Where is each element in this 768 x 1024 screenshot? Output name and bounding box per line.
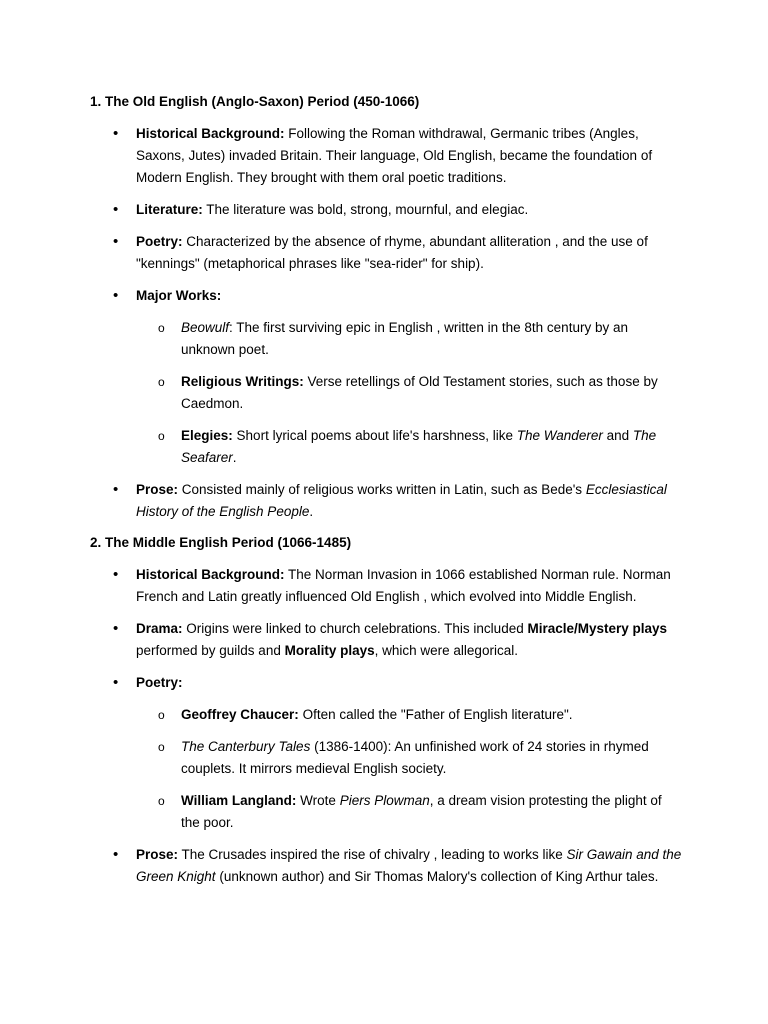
item-text: Verse retellings of Old Testament stories, such as those by Caedmon. (181, 374, 658, 411)
item-text: Wrote (300, 793, 336, 808)
item-text: The Norman Invasion in 1066 established Norman rule. Norman French and Latin greatly influenced Old English , which evolved into Middle English. (136, 567, 671, 604)
item-text: (unknown author) and Sir Thomas Malory's collection of King Arthur tales. (219, 869, 659, 884)
sub-bullet-marker: o (158, 708, 165, 722)
work-title: The Wanderer (516, 428, 603, 443)
work-title: Ecclesiastical History of the English People (136, 482, 667, 519)
item-label: Historical Background: (136, 567, 285, 582)
emphasis-term: Morality plays (284, 643, 375, 658)
item-label: Poetry: (136, 234, 183, 249)
sub-item-chaucer (181, 704, 681, 726)
work-title: The Seafarer (181, 428, 657, 465)
bullet-marker: • (113, 233, 119, 250)
work-title: Piers Plowman (339, 793, 430, 808)
item-label: Drama: (136, 621, 183, 636)
list-item-prose (136, 479, 684, 523)
item-label: Elegies: (181, 428, 233, 443)
item-text: Origins were linked to church celebrations. This included (186, 621, 524, 636)
item-text: and (606, 428, 630, 443)
sub-item-elegies (181, 425, 681, 469)
bullet-marker: • (113, 846, 119, 863)
emphasis-term: Miracle/Mystery plays (527, 621, 668, 636)
item-text: , which were allegorical. (374, 643, 518, 658)
item-label: Prose: (136, 847, 179, 862)
item-label: Geoffrey Chaucer: (181, 707, 299, 722)
sub-item-religious-writings (181, 371, 681, 415)
item-text: The literature was bold, strong, mournful, and elegiac. (206, 202, 529, 217)
item-text: The Crusades inspired the rise of chivalry , leading to works like (181, 847, 563, 862)
bullet-marker: • (113, 481, 119, 498)
item-label: Prose: (136, 482, 179, 497)
list-item-historical-background (136, 564, 684, 608)
sub-bullet-marker: o (158, 375, 165, 389)
sub-item-canterbury-tales (181, 736, 681, 780)
item-label: Major Works: (136, 288, 222, 303)
list-item-drama (136, 618, 684, 662)
item-text: Often called the "Father of English literature". (302, 707, 573, 722)
work-title: The Canterbury Tales (181, 739, 311, 754)
item-label: Poetry: (136, 675, 183, 690)
item-text: Short lyrical poems about life's harshness, like (236, 428, 514, 443)
list-item-historical-background (136, 123, 684, 189)
sub-bullet-marker: o (158, 321, 165, 335)
item-text: (1386-1400): An unfinished work of 24 stories in rhymed couplets. It mirrors medieval English society. (181, 739, 649, 776)
item-text: . (309, 504, 314, 519)
sub-item-langland (181, 790, 681, 834)
list-item-major-works (136, 285, 684, 307)
item-text: : The first surviving epic in English , written in the 8th century by an unknown poet. (181, 320, 628, 357)
sub-bullet-marker: o (158, 794, 165, 808)
bullet-marker: • (113, 620, 119, 637)
section-heading-middle-english: 2. The Middle English Period (1066-1485) (90, 535, 352, 550)
sub-bullet-marker: o (158, 740, 165, 754)
item-label: Literature: (136, 202, 203, 217)
item-text: . (232, 450, 237, 465)
item-text: , a dream vision protesting the plight of the poor. (181, 793, 662, 830)
bullet-marker: • (113, 674, 119, 691)
list-item-prose (136, 844, 684, 888)
bullet-marker: • (113, 287, 119, 304)
item-label: William Langland: (181, 793, 297, 808)
list-item-poetry (136, 672, 684, 694)
list-item-poetry (136, 231, 684, 275)
item-label: Religious Writings: (181, 374, 304, 389)
work-title: Sir Gawain and the Green Knight (136, 847, 682, 884)
bullet-marker: • (113, 566, 119, 583)
item-text: Consisted mainly of religious works written in Latin, such as Bede's (181, 482, 583, 497)
item-text: Characterized by the absence of rhyme, abundant alliteration , and the use of "kennings" (metaphorical phrases like "sea-rider" for ship). (136, 234, 648, 271)
item-text: performed by guilds and (136, 643, 281, 658)
item-text: Following the Roman withdrawal, Germanic tribes (Angles, Saxons, Jutes) invaded Britain. Their language, Old English, became the foundation of Modern English. They brought with them oral poetic traditions. (136, 126, 653, 185)
section-heading-old-english: 1. The Old English (Anglo-Saxon) Period (450-1066) (90, 94, 420, 109)
bullet-marker: • (113, 125, 119, 142)
work-title: Beowulf (181, 320, 230, 335)
bullet-marker: • (113, 201, 119, 218)
sub-item-beowulf (181, 317, 681, 361)
list-item-literature (136, 199, 684, 221)
item-label: Historical Background: (136, 126, 285, 141)
sub-bullet-marker: o (158, 429, 165, 443)
